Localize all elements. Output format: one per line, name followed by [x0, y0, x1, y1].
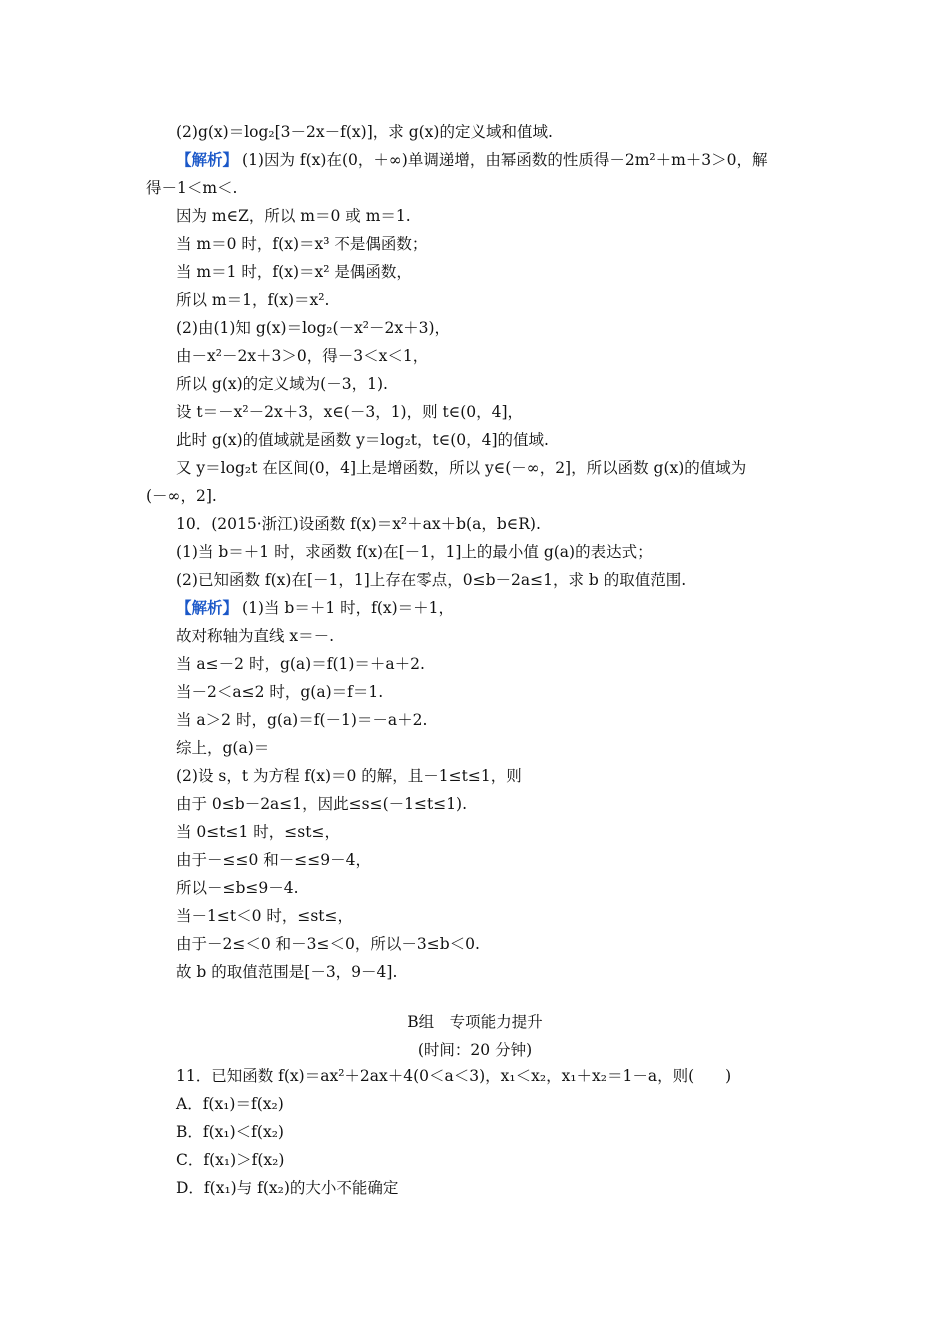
- text-line: (2)由(1)知 g(x)＝log₂(－x²－2x＋3)，: [176, 319, 451, 337]
- option-c: C．f(x₁)＞f(x₂): [176, 1151, 285, 1169]
- analysis-tag: 【解析】: [176, 150, 239, 169]
- text-line: (2)g(x)＝log₂[3－2x－f(x)]，求 g(x)的定义域和值域.: [176, 123, 553, 141]
- text-line: 所以 g(x)的定义域为(－3，1).: [176, 375, 388, 393]
- question-10-stem: 10．(2015·浙江)设函数 f(x)＝x²＋ax＋b(a，b∈R).: [176, 515, 541, 533]
- text-line: 所以－≤b≤9－4.: [176, 879, 299, 897]
- text-line: 由－x²－2x＋3＞0，得－3＜x＜1，: [176, 347, 429, 365]
- option-d: D．f(x₁)与 f(x₂)的大小不能确定: [176, 1179, 399, 1197]
- text-line: 当－2＜a≤2 时，g(a)＝f＝1.: [176, 683, 384, 701]
- text-line: 故 b 的取值范围是[－3，9－4].: [176, 963, 398, 981]
- text-line: 当 m＝1 时，f(x)＝x² 是偶函数，: [176, 263, 412, 281]
- text-line: 当 0≤t≤1 时，≤st≤，: [176, 823, 340, 841]
- text-line: 由于 0≤b－2a≤1，因此≤s≤(－1≤t≤1).: [176, 795, 468, 813]
- option-b: B．f(x₁)＜f(x₂): [176, 1123, 284, 1141]
- section-time: (时间：20 分钟): [417, 1041, 533, 1059]
- text-line: 当－1≤t＜0 时，≤st≤，: [176, 907, 354, 925]
- text-line: 因为 m∈Z，所以 m＝0 或 m＝1.: [176, 207, 411, 225]
- text-line: 当 m＝0 时，f(x)＝x³ 不是偶函数；: [176, 235, 428, 253]
- text-line: 故对称轴为直线 x＝－.: [176, 627, 335, 645]
- text-line: 又 y＝log₂t 在区间(0，4]上是增函数，所以 y∈(－∞，2]，所以函数 g(x)的值域为: [176, 459, 747, 477]
- text-line: 由于－2≤＜0 和－3≤＜0，所以－3≤b＜0.: [176, 935, 480, 953]
- text-line: (2)已知函数 f(x)在[－1，1]上存在零点，0≤b－2a≤1，求 b 的取值范围.: [176, 571, 687, 589]
- text-line: (－∞，2].: [146, 487, 217, 505]
- text-line: (1)当 b＝＋1 时，求函数 f(x)在[－1，1]上的最小值 g(a)的表达式；: [176, 543, 653, 561]
- text-line: 综上，g(a)＝: [176, 739, 270, 757]
- text-line: 此时 g(x)的值域就是函数 y＝log₂t，t∈(0，4]的值域.: [176, 431, 549, 449]
- text-line: 由于－≤≤0 和－≤≤9－4，: [176, 851, 371, 869]
- question-11-stem: 11．已知函数 f(x)＝ax²＋2ax＋4(0＜a＜3)，x₁＜x₂，x₁＋x₂＝1－a，则( ): [176, 1067, 732, 1085]
- text-line: 当 a＞2 时，g(a)＝f(－1)＝－a＋2.: [176, 711, 428, 729]
- text-line: 【解析】 (1)因为 f(x)在(0，＋∞)单调递增，由幂函数的性质得－2m²＋m＋3＞0，解: [176, 150, 768, 169]
- text-line: (2)设 s，t 为方程 f(x)＝0 的解，且－1≤t≤1，则: [176, 767, 522, 785]
- text-line: 得－1＜m＜.: [146, 179, 238, 197]
- section-title: B组 专项能力提升: [407, 1013, 543, 1031]
- text-line: 当 a≤－2 时，g(a)＝f(1)＝＋a＋2.: [176, 655, 425, 673]
- analysis-tag: 【解析】: [176, 598, 239, 617]
- text-line: 【解析】 (1)当 b＝＋1 时，f(x)＝＋1，: [176, 598, 455, 617]
- option-a: A．f(x₁)＝f(x₂): [176, 1095, 284, 1113]
- text-line: 设 t＝－x²－2x＋3，x∈(－3，1)，则 t∈(0，4]，: [176, 403, 524, 421]
- text-line: 所以 m＝1，f(x)＝x².: [176, 291, 330, 309]
